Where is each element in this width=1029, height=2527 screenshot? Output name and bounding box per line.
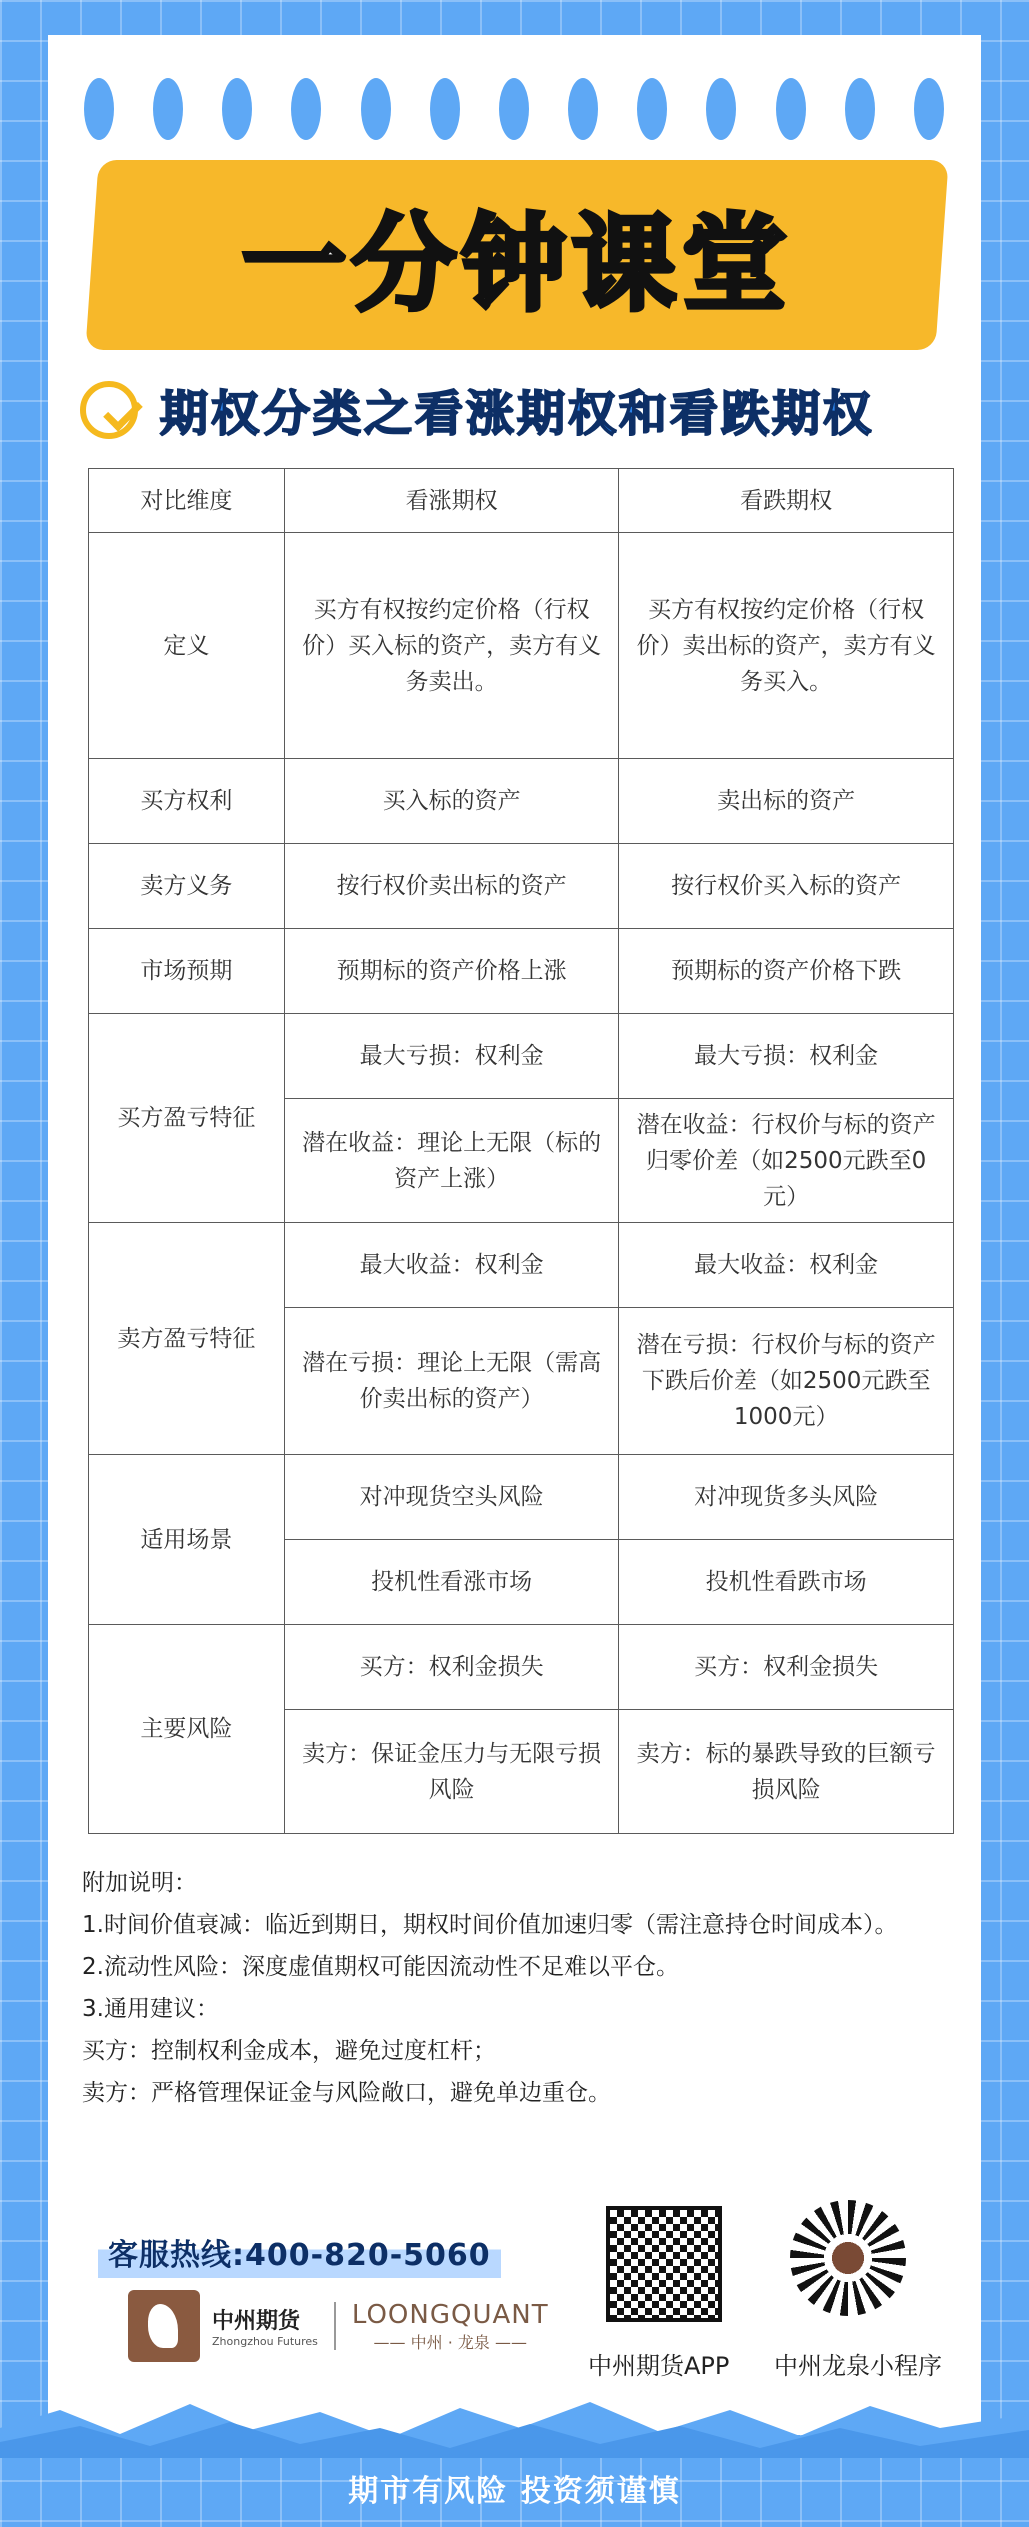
cell-put: 潜在收益：行权价与标的资产归零价差（如2500元跌至0元） — [619, 1099, 954, 1223]
qr-mini-label: 中州龙泉小程序 — [774, 2352, 942, 2380]
comparison-table — [88, 468, 954, 1834]
note-item: 卖方：严格管理保证金与风险敞口，避免单边重仓。 — [82, 2080, 611, 2106]
row-label: 买方盈亏特征 — [89, 1014, 285, 1223]
cell-put: 卖方：标的暴跌导致的巨额亏损风险 — [619, 1710, 954, 1834]
cell-call: 潜在收益：理论上无限（标的资产上涨） — [284, 1099, 619, 1223]
mini-program-code-icon — [790, 2200, 906, 2316]
note-item: 买方：控制权利金成本，避免过度杠杆； — [82, 2038, 496, 2064]
binder-hole — [845, 78, 875, 140]
row-label: 定义 — [89, 533, 285, 759]
row-label: 卖方义务 — [89, 844, 285, 929]
hotline: 客服热线:400-820-5060 — [98, 2226, 501, 2278]
subtitle: 期权分类之看涨期权和看跌期权 — [160, 386, 875, 442]
table-row — [89, 844, 954, 929]
qr-code-app-icon — [606, 2206, 722, 2322]
cell-put: 潜在亏损：行权价与标的资产下跌后价差（如2500元跌至1000元） — [619, 1308, 954, 1455]
cell-call: 最大亏损：权利金 — [284, 1014, 619, 1099]
page-title: 一分钟课堂 — [241, 203, 792, 325]
note-item: 3.通用建议： — [82, 1996, 219, 2022]
check-circle-icon — [80, 381, 138, 439]
cell-call: 潜在亏损：理论上无限（需高价卖出标的资产） — [284, 1308, 619, 1455]
cell-put: 最大亏损：权利金 — [619, 1014, 954, 1099]
table-row — [89, 533, 954, 759]
row-label: 主要风险 — [89, 1625, 285, 1834]
header-call: 看涨期权 — [284, 469, 619, 533]
table-row — [89, 1455, 954, 1540]
table-header-row — [89, 469, 954, 533]
binder-hole — [637, 78, 667, 140]
brand-logos — [128, 2290, 549, 2362]
note-item: 2.流动性风险：深度虚值期权可能因流动性不足难以平仓。 — [82, 1954, 679, 1980]
binder-hole — [291, 78, 321, 140]
header-put: 看跌期权 — [619, 469, 954, 533]
cell-call: 买入标的资产 — [284, 759, 619, 844]
binder-hole — [430, 78, 460, 140]
row-label: 市场预期 — [89, 929, 285, 1014]
cell-call: 按行权价卖出标的资产 — [284, 844, 619, 929]
cell-put: 预期标的资产价格下跌 — [619, 929, 954, 1014]
risk-disclaimer: 期市有风险 投资须谨慎 — [348, 2474, 681, 2509]
table-row — [89, 1223, 954, 1308]
cell-call: 卖方：保证金压力与无限亏损风险 — [284, 1710, 619, 1834]
binder-rings — [84, 78, 944, 142]
notes-section — [82, 1862, 962, 2114]
cell-put: 最大收益：权利金 — [619, 1223, 954, 1308]
binder-hole — [361, 78, 391, 140]
logo-en-name: Zhongzhou Futures — [212, 2335, 318, 2348]
cell-call: 对冲现货空头风险 — [284, 1455, 619, 1540]
loongquant-logo — [352, 2300, 549, 2353]
row-label: 买方权利 — [89, 759, 285, 844]
cell-put: 按行权价买入标的资产 — [619, 844, 954, 929]
loongquant-cn: —— 中州 · 龙泉 —— — [373, 2332, 527, 2352]
row-label: 适用场景 — [89, 1455, 285, 1625]
logo-cn-name: 中州期货 — [212, 2309, 301, 2334]
binder-hole — [568, 78, 598, 140]
notes-heading: 附加说明： — [82, 1870, 197, 1896]
cell-call: 买方有权按约定价格（行权价）买入标的资产，卖方有义务卖出。 — [284, 533, 619, 759]
mountain-edge-decoration — [0, 2398, 1029, 2458]
cell-call: 买方：权利金损失 — [284, 1625, 619, 1710]
logo-divider — [334, 2302, 336, 2350]
zhongzhou-logo-text — [212, 2304, 318, 2348]
zhongzhou-logo-icon — [128, 2290, 200, 2362]
table-row — [89, 759, 954, 844]
table-row — [89, 1014, 954, 1099]
cell-put: 投机性看跌市场 — [619, 1540, 954, 1625]
cell-put: 买方有权按约定价格（行权价）卖出标的资产，卖方有义务买入。 — [619, 533, 954, 759]
binder-hole — [222, 78, 252, 140]
table-row — [89, 1625, 954, 1710]
cell-put: 买方：权利金损失 — [619, 1625, 954, 1710]
cell-call: 最大收益：权利金 — [284, 1223, 619, 1308]
binder-hole — [776, 78, 806, 140]
table-row — [89, 929, 954, 1014]
note-item: 1.时间价值衰减：临近到期日，期权时间价值加速归零（需注意持仓时间成本）。 — [82, 1912, 898, 1938]
binder-hole — [914, 78, 944, 140]
cell-put: 卖出标的资产 — [619, 759, 954, 844]
binder-hole — [84, 78, 114, 140]
binder-hole — [499, 78, 529, 140]
row-label: 卖方盈亏特征 — [89, 1223, 285, 1455]
cell-put: 对冲现货多头风险 — [619, 1455, 954, 1540]
binder-hole — [706, 78, 736, 140]
qr-app-label: 中州期货APP — [588, 2352, 730, 2380]
loongquant-name: LOONGQUANT — [351, 2299, 549, 2330]
binder-hole — [153, 78, 183, 140]
cell-call: 预期标的资产价格上涨 — [284, 929, 619, 1014]
cell-call: 投机性看涨市场 — [284, 1540, 619, 1625]
subtitle-row — [80, 375, 874, 444]
header-dimension: 对比维度 — [89, 469, 285, 533]
